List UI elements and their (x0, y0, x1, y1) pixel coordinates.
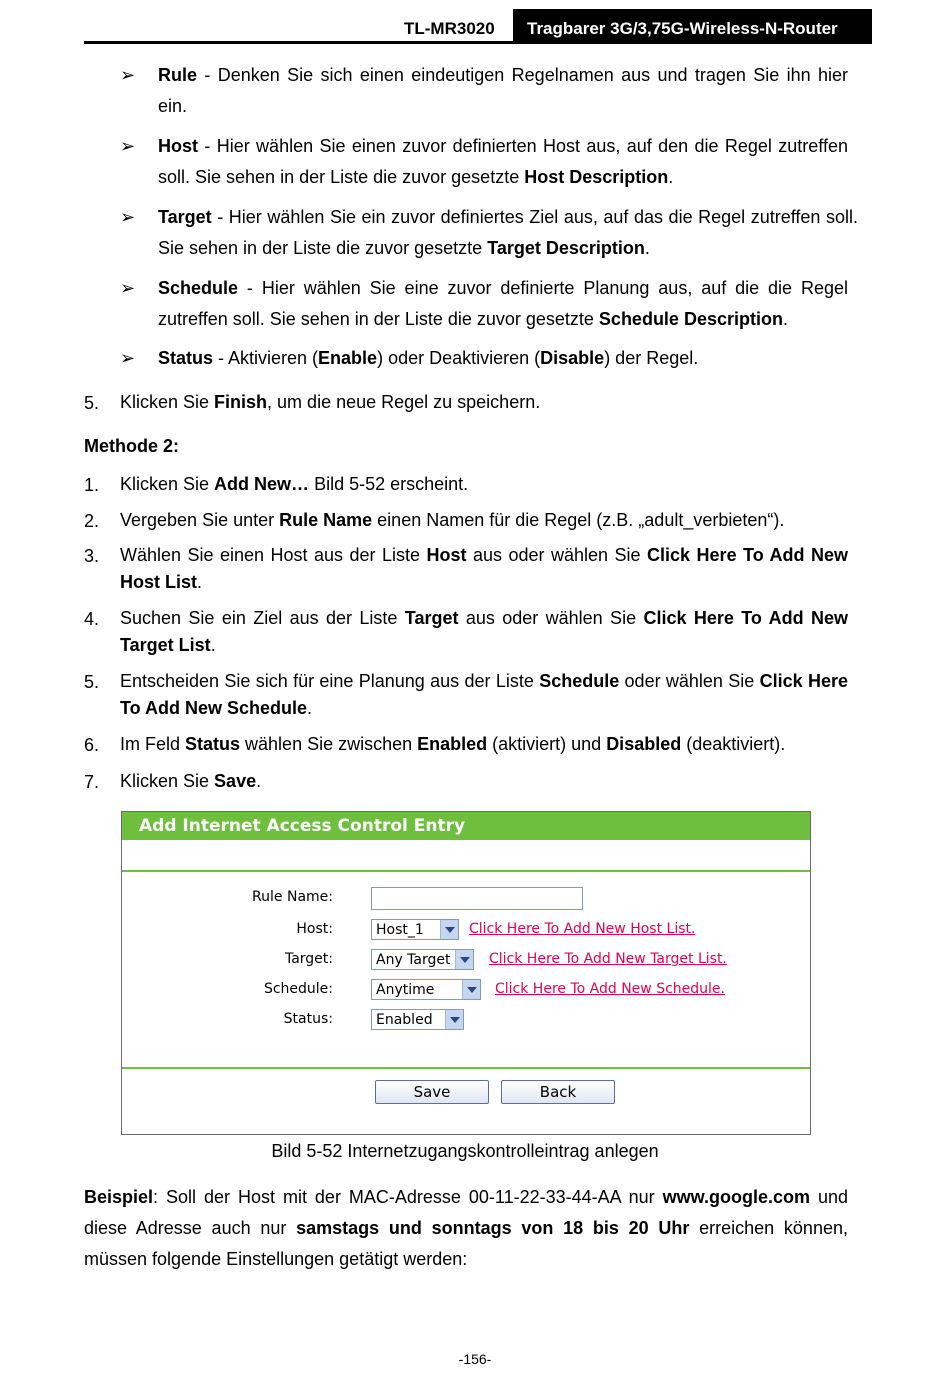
rule-name-input[interactable] (371, 887, 583, 910)
status-select[interactable] (371, 1009, 464, 1030)
add-host-link[interactable]: Click Here To Add New Host List. (469, 921, 696, 937)
back-button[interactable]: Back (501, 1080, 615, 1104)
bullet-marker: ➢ (120, 278, 136, 298)
chevron-down-icon (462, 980, 480, 999)
step-number: 5. (84, 672, 100, 692)
step-2: Vergeben Sie unter Rule Name einen Namen für die Regel (z.B. „adult_verbieten“). (120, 510, 785, 530)
step-number: 6. (84, 735, 100, 755)
save-button[interactable]: Save (375, 1080, 489, 1104)
schedule-select-value: Anytime (376, 982, 435, 998)
add-target-link[interactable]: Click Here To Add New Target List. (489, 951, 727, 967)
step-1: Klicken Sie Add New… Bild 5-52 erscheint. (120, 474, 469, 494)
target-select[interactable] (371, 949, 474, 970)
step-number: 7. (84, 772, 100, 792)
step-3: Wählen Sie einen Host aus der Liste Host aus oder wählen Sie Click Here To Add New Host List. (120, 545, 849, 592)
example-line: müssen folgende Einstellungen getätigt werden: (84, 1249, 468, 1269)
chevron-down-icon (445, 1010, 463, 1029)
bullet-rule: Rule - Denken Sie sich einen eindeutigen Regelnamen aus und tragen Sie ihn hier ein. (158, 65, 848, 116)
header-model: TL-MR3020 (404, 19, 495, 38)
host-select[interactable] (371, 919, 459, 940)
method-heading: Methode 2: (84, 436, 180, 456)
status-select-value: Enabled (376, 1012, 433, 1028)
bullet-marker: ➢ (120, 348, 136, 368)
step-number: 4. (84, 609, 100, 629)
bullet-marker: ➢ (120, 65, 136, 85)
example-line: Beispiel: Soll der Host mit der MAC-Adresse 00-11-22-33-44-AA nur www.google.com und (84, 1187, 848, 1207)
bullet-target: Target - Hier wählen Sie ein zuvor definiertes Ziel aus, auf das die Regel zutreffen soll. Sie sehen in der Liste die zuvor gesetzte Target Description. (158, 207, 858, 258)
header-rule (84, 41, 872, 44)
panel-divider-bottom (122, 1067, 810, 1069)
figure-caption: Bild 5-52 Internetzugangskontrolleintrag anlegen (271, 1141, 659, 1161)
panel-divider-top (122, 870, 810, 872)
rule-name-label: Rule Name: (252, 889, 333, 905)
example-paragraph (84, 1182, 848, 1275)
schedule-label: Schedule: (263, 981, 333, 997)
status-label: Status: (283, 1011, 333, 1027)
step-4: Suchen Sie ein Ziel aus der Liste Target aus oder wählen Sie Click Here To Add New Target List. (120, 608, 848, 655)
panel-header (122, 812, 810, 840)
bullet-marker: ➢ (120, 136, 136, 156)
bullet-host: Host - Hier wählen Sie einen zuvor definierten Host aus, auf den die Regel zutreffen soll. Sie sehen in der Liste die zuvor gesetzte Host Description. (158, 136, 848, 187)
panel-title: Add Internet Access Control Entry (139, 816, 466, 836)
step-7: Klicken Sie Save. (120, 771, 262, 791)
step-finish: Klicken Sie Finish, um die neue Regel zu speichern. (120, 392, 541, 412)
chevron-down-icon (440, 920, 458, 939)
page-number: -156- (458, 1351, 492, 1367)
target-label: Target: (284, 951, 333, 967)
step-number: 5. (84, 393, 100, 413)
step-number: 2. (84, 511, 100, 531)
target-select-value: Any Target (376, 952, 451, 968)
example-line: diese Adresse auch nur samstags und sonntags von 18 bis 20 Uhr erreichen können, (84, 1218, 848, 1238)
header-title: Tragbarer 3G/3,75G-Wireless-N-Router (527, 19, 838, 38)
step-5: Entscheiden Sie sich für eine Planung aus der Liste Schedule oder wählen Sie Click Here To Add New Schedule. (120, 671, 848, 718)
bullet-schedule: Schedule - Hier wählen Sie eine zuvor definierte Planung aus, auf die die Regel zutreffen soll. Sie sehen in der Liste die zuvor gesetzte Schedule Description. (158, 278, 848, 329)
step-6: Im Feld Status wählen Sie zwischen Enabled (aktiviert) und Disabled (deaktiviert). (120, 734, 786, 754)
host-select-value: Host_1 (376, 922, 424, 938)
bullet-marker: ➢ (120, 207, 136, 227)
schedule-select[interactable] (371, 979, 481, 1000)
step-number: 1. (84, 475, 100, 495)
step-number: 3. (84, 546, 100, 566)
chevron-down-icon (455, 950, 473, 969)
access-control-panel (121, 811, 811, 1135)
bullet-status: Status - Aktivieren (Enable) oder Deaktivieren (Disable) der Regel. (158, 348, 699, 368)
host-label: Host: (296, 921, 333, 937)
add-schedule-link[interactable]: Click Here To Add New Schedule. (495, 981, 725, 997)
